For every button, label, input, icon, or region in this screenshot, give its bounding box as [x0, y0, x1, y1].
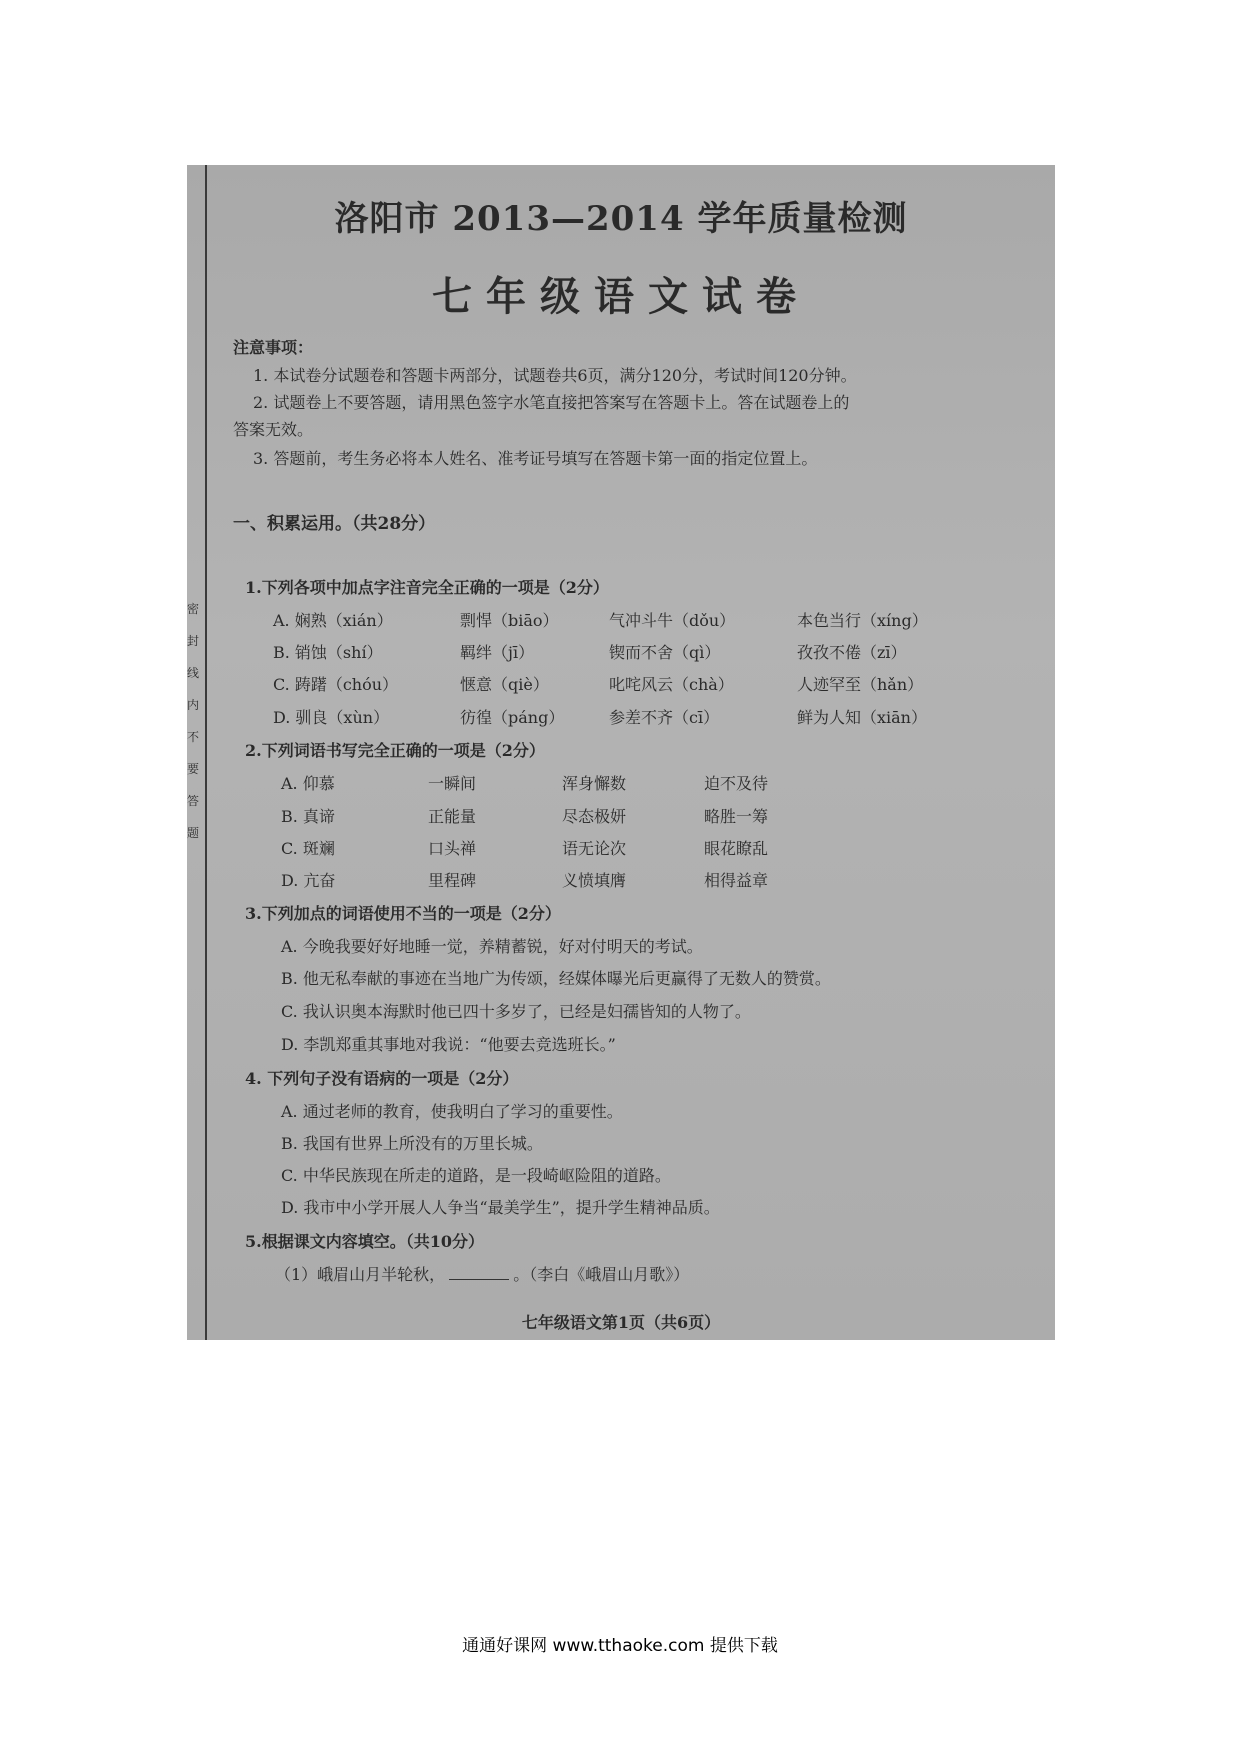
- question-2-stem: 2.下列词语书写完全正确的一项是（2分）: [245, 741, 545, 760]
- q5-item-1: [275, 1262, 689, 1285]
- q2-option-a-4: 迫不及待: [704, 774, 769, 793]
- margin-char: 内: [187, 698, 200, 712]
- exam-subtitle: 七年级语文试卷: [432, 273, 810, 320]
- note-item: 2. 试题卷上不要答题，请用黑色签字水笔直接把答案写在答题卡上。答在试题卷上的: [253, 393, 850, 412]
- section-heading: 一、积累运用。（共28分）: [233, 514, 436, 534]
- margin-char: 封: [187, 634, 200, 648]
- answer-blank: [449, 1279, 509, 1280]
- note-item: 答案无效。: [233, 420, 314, 439]
- q2-option-d-1: D. 亢奋: [281, 871, 336, 890]
- margin-char: 答: [187, 794, 200, 808]
- q1-option-b-4: 孜孜不倦（zī）: [797, 643, 907, 662]
- q2-option-b-4: 略胜一筹: [704, 807, 769, 826]
- q2-option-b-2: 正能量: [428, 807, 477, 826]
- exam-title: 洛阳市 2013—2014 学年质量检测: [334, 199, 908, 239]
- q3-option-a: A. 今晚我要好好地睡一觉，养精蓄锐，好对付明天的考试。: [281, 937, 703, 956]
- q1-option-c-3: 叱咤风云（chà）: [609, 675, 734, 694]
- q1-option-b-2: 羁绊（jī）: [460, 643, 535, 662]
- q3-option-c: C. 我认识奥本海默时他已四十多岁了，已经是妇孺皆知的人物了。: [281, 1002, 751, 1021]
- q1-option-c-1: C. 踌躇（chóu）: [273, 675, 399, 694]
- margin-char: 线: [187, 666, 200, 680]
- binding-margin-line: [205, 165, 207, 1340]
- q2-option-d-3: 义愤填膺: [562, 871, 627, 890]
- q4-option-b: B. 我国有世界上所没有的万里长城。: [281, 1134, 543, 1153]
- question-5-stem: 5.根据课文内容填空。（共10分）: [245, 1232, 484, 1251]
- scanned-exam-page: [187, 165, 1055, 1340]
- q1-option-c-2: 惬意（qiè）: [460, 675, 549, 694]
- q3-option-d: D. 李凯郑重其事地对我说：“他要去竞选班长。”: [281, 1035, 616, 1054]
- q4-option-d: D. 我市中小学开展人人争当“最美学生”，提升学生精神品质。: [281, 1198, 720, 1217]
- q2-option-d-4: 相得益章: [704, 871, 769, 890]
- margin-char: 要: [187, 762, 200, 776]
- q2-option-a-1: A. 仰慕: [281, 774, 335, 793]
- q1-option-d-2: 彷徨（páng）: [460, 708, 565, 727]
- q4-option-c: C. 中华民族现在所走的道路，是一段崎岖险阻的道路。: [281, 1166, 671, 1185]
- q1-option-a-4: 本色当行（xíng）: [797, 611, 928, 630]
- q1-option-b-3: 锲而不舍（qì）: [609, 643, 721, 662]
- q1-option-c-4: 人迹罕至（hǎn）: [797, 675, 924, 694]
- q2-option-c-1: C. 斑斓: [281, 839, 335, 858]
- notes-heading: 注意事项：: [233, 338, 314, 357]
- q2-option-c-2: 口头禅: [428, 839, 477, 858]
- q1-option-d-4: 鲜为人知（xiān）: [797, 708, 927, 727]
- q2-option-b-1: B. 真谛: [281, 807, 335, 826]
- q2-option-a-2: 一瞬间: [428, 774, 477, 793]
- note-item: 1. 本试卷分试题卷和答题卡两部分，试题卷共6页，满分120分，考试时间120分钟。: [253, 366, 857, 385]
- q2-option-d-2: 里程碑: [428, 871, 477, 890]
- site-download-footer: 通通好课网 www.tthaoke.com 提供下载: [462, 1636, 778, 1656]
- q2-option-c-4: 眼花瞭乱: [704, 839, 769, 858]
- q3-option-b: B. 他无私奉献的事迹在当地广为传颂，经媒体曝光后更赢得了无数人的赞赏。: [281, 969, 831, 988]
- q5-item-1-prefix: （1）峨眉山月半轮秋，: [275, 1265, 446, 1284]
- q1-option-a-1: A. 娴熟（xián）: [273, 611, 393, 630]
- q1-option-a-2: 剽悍（biāo）: [460, 611, 559, 630]
- question-4-stem: 4. 下列句子没有语病的一项是（2分）: [245, 1069, 519, 1088]
- note-item: 3. 答题前，考生务必将本人姓名、准考证号填写在答题卡第一面的指定位置上。: [253, 449, 818, 468]
- q1-option-d-1: D. 驯良（xùn）: [273, 708, 390, 727]
- margin-char: 密: [187, 602, 200, 616]
- q5-item-1-suffix: 。（李白《峨眉山月歌》）: [513, 1265, 690, 1284]
- page-number-footer: 七年级语文第1页（共6页）: [521, 1313, 721, 1332]
- question-3-stem: 3.下列加点的词语使用不当的一项是（2分）: [245, 904, 561, 923]
- q1-option-d-3: 参差不齐（cī）: [609, 708, 720, 727]
- q1-option-b-1: B. 销蚀（shí）: [273, 643, 383, 662]
- q2-option-c-3: 语无论次: [562, 839, 627, 858]
- margin-char: 不: [187, 730, 200, 744]
- margin-char: 题: [187, 826, 200, 840]
- question-1-stem: 1.下列各项中加点字注音完全正确的一项是（2分）: [245, 578, 609, 597]
- q2-option-b-3: 尽态极妍: [562, 807, 627, 826]
- q2-option-a-3: 浑身懈数: [562, 774, 627, 793]
- q1-option-a-3: 气冲斗牛（dǒu）: [609, 611, 736, 630]
- q4-option-a: A. 通过老师的教育，使我明白了学习的重要性。: [281, 1102, 623, 1121]
- seal-line-notice: [187, 600, 201, 856]
